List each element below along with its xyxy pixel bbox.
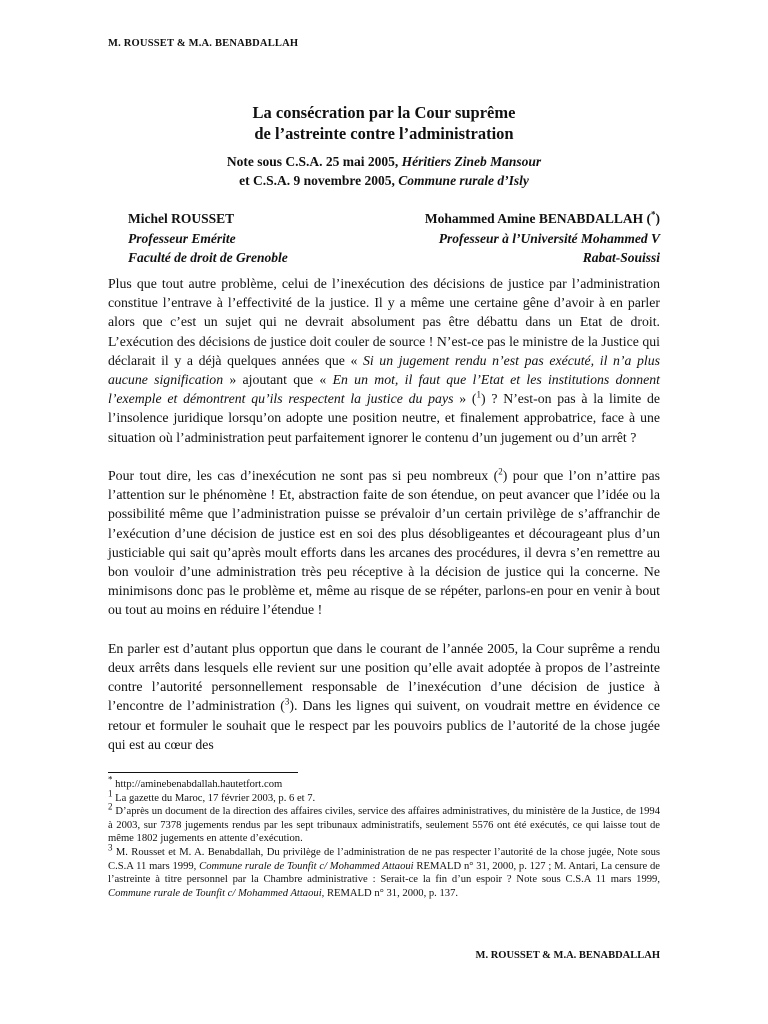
footnote-ref-1: 1 xyxy=(476,389,481,400)
paragraph-1 xyxy=(108,274,660,447)
footnote-3-text-c: REMALD n° 31, 2000, p. 137. xyxy=(326,887,459,899)
note-line-2-prefix: et C.S.A. 9 novembre 2005, xyxy=(239,173,395,188)
footnote-3-case-1: Commune rurale de Tounfit c/ Mohammed Attaoui xyxy=(199,860,414,872)
note-line-1-prefix: Note sous C.S.A. 25 mai 2005, xyxy=(226,154,399,169)
footnote-ref-2: 2 xyxy=(498,466,503,477)
note-line-2-case: Commune rurale d’Isly xyxy=(398,173,529,188)
footnote-3-case-2: Commune rurale de Tounfit c/ Mohammed Attaoui, xyxy=(108,887,325,899)
footnote-3-text-a: M. Rousset et M. A. Benabdallah, Du privilège de l’administration de ne pas respecter l’autorité de la chose jugée, Note sous C.S.A 11 mars 1999, xyxy=(108,846,660,872)
p2-text-b: ) pour que l’on n’attire pas l’attention sur le phénomène ! Et, abstraction faite de son étendue, on peut avancer que l’idée ou la possibilité même que l’administration puisse se prévaloir d’un certain privilège de s’affranchir de l’exécution d’une décision de justice est en soi des plus désobligeantes et décourageant plus d’un justiciable qui sait qu’après moult efforts dans les arcanes des procédures, il devra s’en remettre au bon vouloir d’une administration très peu réceptive à la décision de justice qui la concerne. Ne minimisons donc pas le problème et, même au risque de se répéter, parlons-en pour en venir à bout ou tout au moins en réduire l’étendue ! xyxy=(108,468,660,618)
footnote-star-marker: * xyxy=(108,774,113,785)
author-right-marker: * xyxy=(651,209,656,220)
title-line-2: de l’astreinte contre l’administration xyxy=(254,124,514,143)
running-footer: M. ROUSSET & M.A. BENABDALLAH xyxy=(475,950,660,961)
author-right-title: Professeur à l’Université Mohammed V xyxy=(438,230,660,246)
note-line-1 xyxy=(108,152,660,171)
p3-text-a: En parler est d’autant plus opportun que dans le courant de l’année 2005, la Cour suprême a rendu deux arrêts dans lesquels elle revient sur une position qu’elle avait adoptée à propos de l’astreinte contre l’autorité personnellement responsable de l’inexécution d’une décision de justice à l’encontre de l’administration ( xyxy=(108,640,660,714)
author-right-name-line: Mohammed Amine BENABDALLAH (*) xyxy=(424,209,660,226)
note-line-1-case: Héritiers Zineb Mansour xyxy=(401,154,542,169)
footnote-3-text-b: REMALD n° 31, 2000, p. 127 ; M. Antari, La censure de l’astreinte à titre personnel par la Chambre administrative : Serait-ce la fin d’un espoir ? Note sous C.S.A 11 mars 1999, xyxy=(108,860,660,886)
footnote-3 xyxy=(108,842,660,900)
author-rousset xyxy=(128,209,288,268)
footnote-2-text: D’après un document de la direction des affaires civiles, service des affaires administratives, du ministère de la Justice, de 1994 à 2003, sur 7378 jugements rendus par les sept tribunaux administratifs, seulement 5576 ont été exécutés, ce qui laisse tout de même 1802 jugements en attente d’exécution. xyxy=(108,806,661,845)
footnote-1-text: La gazette du Maroc, 17 février 2003, p. 6 et 7. xyxy=(115,792,316,804)
running-header: M. ROUSSET & M.A. BENABDALLAH xyxy=(108,38,299,49)
footnote-1-marker: 1 xyxy=(108,788,113,799)
author-benabdallah xyxy=(425,209,660,268)
case-note xyxy=(108,152,660,190)
p1-text-d: ) ? N’est-on pas à la limite de l’insolence juridique lorsqu’on adopte une position neutre, et finalement approbatrice, face à une situation où l’administration peut parfaitement ignorer le contenu d’un jugement ou d’un arrêt ? xyxy=(108,391,660,445)
paragraph-3 xyxy=(108,639,660,754)
footnote-separator xyxy=(108,772,298,773)
footnote-star xyxy=(108,774,660,792)
footnote-3-marker: 3 xyxy=(108,842,113,853)
footnote-ref-3: 3 xyxy=(284,696,290,707)
footnote-2-marker: 2 xyxy=(108,801,113,812)
p1-quote-1: Si un jugement rendu n’est pas exécuté, il n’a plus aucune signification xyxy=(108,352,660,388)
author-left-name: Michel ROUSSET xyxy=(128,211,235,226)
footnote-star-text: http://aminebenabdallah.hautetfort.com xyxy=(115,779,283,790)
paragraph-2 xyxy=(108,466,660,620)
title-line-1: La consécration par la Cour suprême xyxy=(252,103,516,122)
p3-text-b: ). Dans les lignes qui suivent, on voudrait mettre en évidence ce retour et formuler le souhait que le respect par les pouvoirs publics de l’autorité de la chose jugée qui est au cœur des xyxy=(108,698,660,752)
article-title xyxy=(108,102,660,144)
p1-quote-2: En un mot, il faut que l’Etat et les institutions donnent l’exemple et démontrent qu’ils respectent la justice du pays xyxy=(108,372,660,407)
p2-text-a: Pour tout dire, les cas d’inexécution ne sont pas si peu nombreux ( xyxy=(108,468,499,484)
author-right-affiliation: Rabat-Souissi xyxy=(582,250,660,265)
note-line-2 xyxy=(108,171,660,190)
p1-text-c: » ( xyxy=(459,391,477,407)
author-left-affiliation: Faculté de droit de Grenoble xyxy=(128,250,288,265)
footnote-2 xyxy=(108,801,661,846)
p1-text-a: Plus que tout autre problème, celui de l’inexécution des décisions de justice par l’administration constitue l’entrave à l’effectivité de la justice. Il y a même une certaine gêne d’avoir à en parler alors que c’est un sujet qui ne devrait absolument pas être débattu dans un Etat de droit. L’exécution des décisions de justice doit couler de source ! N’est-ce pas le ministre de la Justice qui déclarait il y a déjà quelques années que « xyxy=(108,276,660,368)
footnote-1 xyxy=(108,788,660,806)
article-body xyxy=(108,274,660,773)
footnotes xyxy=(108,774,661,900)
p1-text-b: » ajoutant que « xyxy=(229,372,327,388)
author-left-title: Professeur Emérite xyxy=(128,230,236,246)
author-right-name: Mohammed Amine BENABDALLAH xyxy=(424,211,644,226)
